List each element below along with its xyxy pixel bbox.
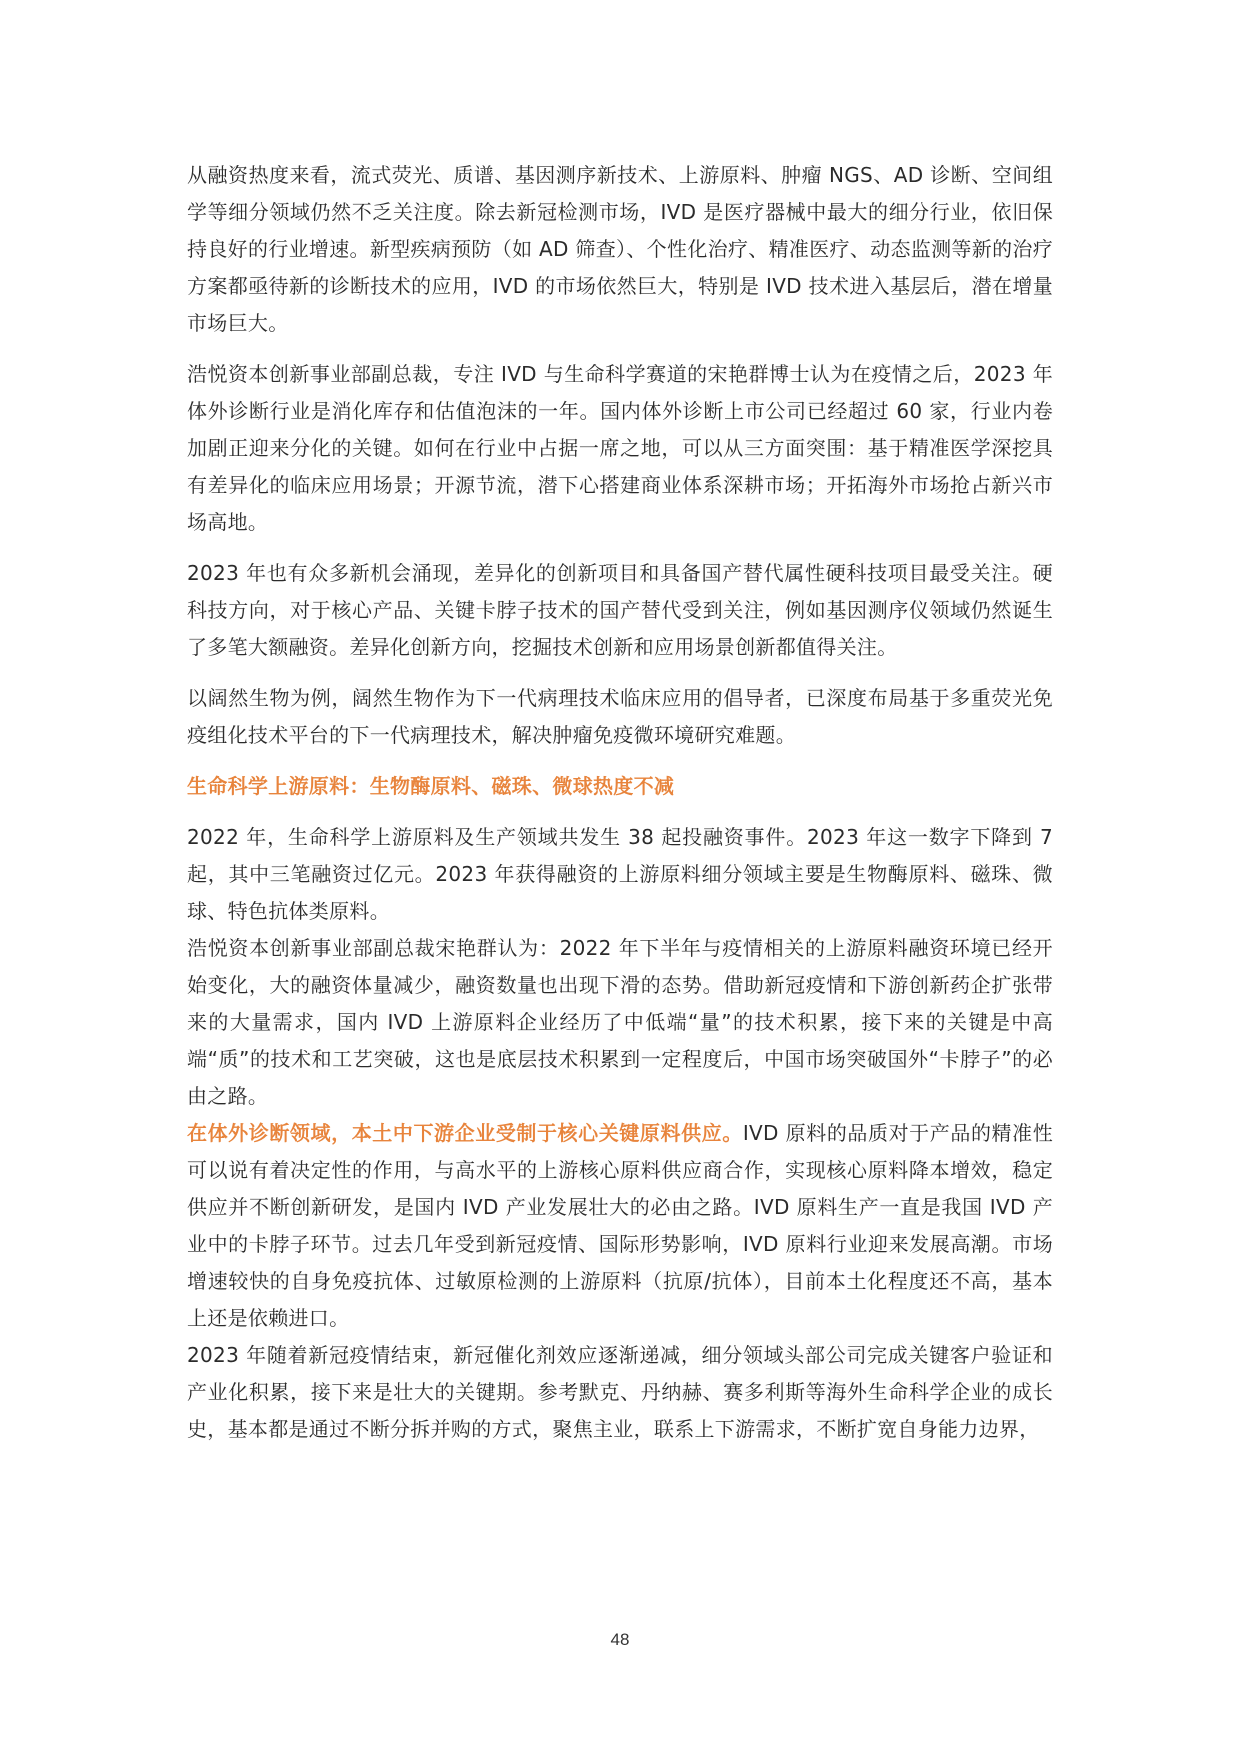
paragraph-upstream-opinion: 浩悦资本创新事业部副总裁宋艳群认为：2022 年下半年与疫情相关的上游原料融资环境已经开始变化，大的融资体量减少，融资数量也出现下滑的态势。借助新冠疫情和下游创新药企扩张带来的大量需求，国内 IVD 上游原料企业经历了中低端“量”的技术积累，接下来的关键是中高端“质”的技术和工艺突破，这也是底层技术积累到一定程度后，中国市场突破国外“卡脖子”的必由之路。 [187, 936, 1053, 1108]
section-heading-upstream: 生命科学上游原料：生物酶原料、磁珠、微球热度不减 [187, 774, 675, 798]
paragraph-upstream-highlight [187, 1115, 1053, 1337]
highlight-sentence: 在体外诊断领域，本土中下游企业受制于核心关键原料供应。 [187, 1121, 743, 1145]
highlight-followup: IVD 原料的品质对于产品的精准性可以说有着决定性的作用，与高水平的上游核心原料供应商合作，实现核心原料降本增效，稳定供应并不断创新研发，是国内 IVD 产业发展壮大的必由之路。IVD 原料生产一直是我国 IVD 产业中的卡脖子环节。过去几年受到新冠疫情、国际形势影响，IVD 原料行业迎来发展高潮。市场增速较快的自身免疫抗体、过敏原检测的上游原料（抗原/抗体），目前本土化程度还不高，基本上还是依赖进口。 [187, 1121, 1054, 1330]
paragraph-new-opportunities: 2023 年也有众多新机会涌现，差异化的创新项目和具备国产替代属性硬科技项目最受关注。硬科技方向，对于核心产品、关键卡脖子技术的国产替代受到关注，例如基因测序仪领域仍然诞生了多笔大额融资。差异化创新方向，挖掘技术创新和应用场景创新都值得关注。 [187, 561, 1053, 659]
document-body [187, 157, 1053, 1448]
paragraph-kuoran-example: 以阔然生物为例，阔然生物作为下一代病理技术临床应用的倡导者，已深度布局基于多重荧光免疫组化技术平台的下一代病理技术，解决肿瘤免疫微环境研究难题。 [187, 686, 1053, 747]
paragraph-financing-heat: 从融资热度来看，流式荧光、质谱、基因测序新技术、上游原料、肿瘤 NGS、AD 诊断、空间组学等细分领域仍然不乏关注度。除去新冠检测市场，IVD 是医疗器械中最大的细分行业，依旧保持良好的行业增速。新型疾病预防（如 AD 筛查）、个性化治疗、精准医疗、动态监测等新的治疗方案都亟待新的诊断技术的应用，IVD 的市场依然巨大，特别是 IVD 技术进入基层后，潜在增量市场巨大。 [187, 163, 1053, 335]
paragraph-ivd-opinion: 浩悦资本创新事业部副总裁，专注 IVD 与生命科学赛道的宋艳群博士认为在疫情之后，2023 年体外诊断行业是消化库存和估值泡沫的一年。国内体外诊断上市公司已经超过 60 家，行业内卷加剧正迎来分化的关键。如何在行业中占据一席之地，可以从三方面突围：基于精准医学深挖具有差异化的临床应用场景；开源节流，潜下心搭建商业体系深耕市场；开拓海外市场抢占新兴市场高地。 [187, 362, 1053, 534]
paragraph-2023-end: 2023 年随着新冠疫情结束，新冠催化剂效应逐渐递减，细分领域头部公司完成关键客户验证和产业化积累，接下来是壮大的关键期。参考默克、丹纳赫、赛多利斯等海外生命科学企业的成长史，基本都是通过不断分拆并购的方式，聚焦主业，联系上下游需求，不断扩宽自身能力边界， [187, 1343, 1053, 1441]
paragraph-upstream-2022: 2022 年，生命科学上游原料及生产领域共发生 38 起投融资事件。2023 年这一数字下降到 7 起，其中三笔融资过亿元。2023 年获得融资的上游原料细分领域主要是生物酶原料、磁珠、微球、特色抗体类原料。 [187, 825, 1053, 923]
page-number: 48 [610, 1630, 630, 1649]
